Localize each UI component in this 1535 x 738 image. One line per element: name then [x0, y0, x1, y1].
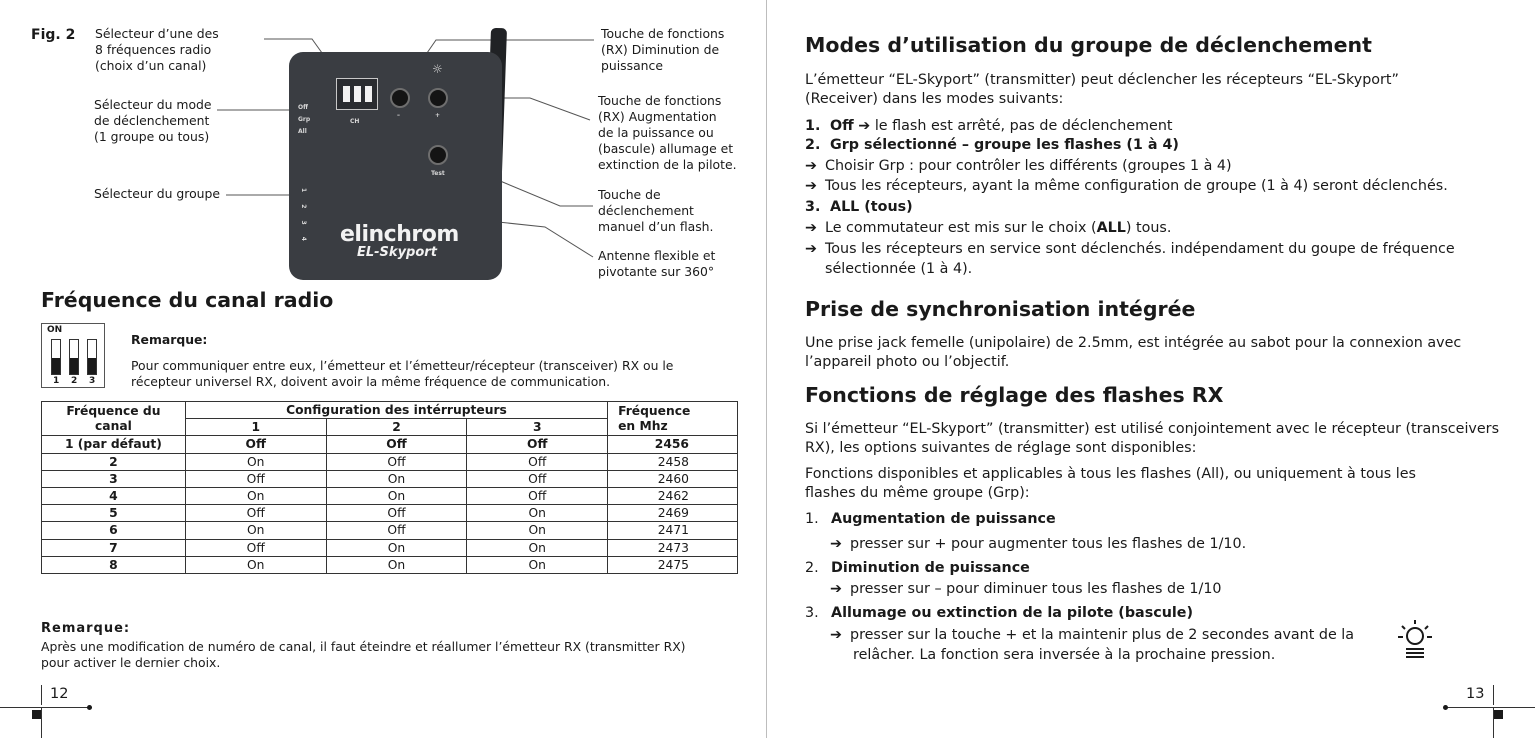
device-minus-label: –: [397, 112, 400, 119]
device-ch-label: CH: [350, 118, 360, 125]
mode-sub-2: ➔ Tous les récepteurs, ayant la même configuration de groupe (1 à 4) seront déclenchés.: [805, 178, 1448, 194]
function-item-3-text-cont: relâcher. La fonction sera inversée à la prochaine pression.: [853, 647, 1276, 663]
crop-mark-v: [41, 707, 42, 738]
remark1-text: Pour communiquer entre eux, l’émetteur et l’émetteur/récepteur (transceiver) RX ou le récepteur universel RX, doivent avoir la même fréquence de communication.: [131, 358, 674, 389]
section-title-rx: Fonctions de réglage des flashes RX: [805, 383, 1224, 407]
device-off-label: Off: [298, 104, 308, 111]
mode-item-off: 1. Off ➔ le flash est arrêté, pas de déclenchement: [805, 118, 1173, 134]
table-row: 8 On On On 2475: [42, 556, 738, 573]
sync-text: Une prise jack femelle (unipolaire) de 2.5mm, est intégrée au sabot pour la connexion avec l’appareil photo ou l’objectif.: [805, 335, 1462, 370]
table-row: 5 Off Off On 2469: [42, 505, 738, 522]
arrow-icon: ➔: [805, 178, 817, 194]
page-number-right: 13: [1466, 686, 1485, 702]
callout-mode-selector: Sélecteur du mode de déclenchement (1 groupe ou tous): [94, 97, 212, 144]
callout-antenna: Antenne flexible et pivotante sur 360°: [598, 248, 716, 279]
function-item-3: 3. Allumage ou extinction de la pilote (bascule): [805, 605, 1194, 621]
header-switch-2: 2: [326, 419, 467, 436]
remark1-title: Remarque:: [131, 332, 208, 347]
section-title-frequency: Fréquence du canal radio: [41, 288, 334, 312]
header-frequency: Fréquence en Mhz: [608, 402, 738, 436]
dip-switch-icon: ON 1 2 3: [41, 323, 105, 388]
section-title-modes: Modes d’utilisation du groupe de déclenchement: [805, 33, 1372, 57]
remark2-title: Remarque:: [41, 621, 131, 636]
arrow-icon: ➔: [830, 627, 842, 643]
mode-sub-4: ➔ Tous les récepteurs en service sont déclenchés. indépendament du goupe de fréquence: [805, 241, 1455, 257]
crop-square: [1494, 710, 1503, 719]
intro-text: L’émetteur “EL-Skyport” (transmitter) peut déclencher les récepteurs “EL-Skyport” (Receiver) dans les modes suivants:: [805, 72, 1399, 107]
plus-button: [428, 88, 448, 108]
frequency-table: [41, 401, 738, 574]
table-row: 1 (par défaut) Off Off Off 2456: [42, 436, 738, 453]
table-row: 2 On Off Off 2458: [42, 453, 738, 470]
header-switch-1: 1: [185, 419, 326, 436]
section-title-sync: Prise de synchronisation intégrée: [805, 297, 1196, 321]
function-item-1-text: ➔ presser sur + pour augmenter tous les flashes de 1/10.: [830, 536, 1247, 552]
crop-dot: [1443, 705, 1448, 710]
table-row: 3 Off On Off 2460: [42, 470, 738, 487]
device-dip-switch: [336, 78, 378, 110]
header-config: Configuration des intérrupteurs: [185, 402, 607, 419]
test-button: [428, 145, 448, 165]
callout-func-minus: Touche de fonctions (RX) Diminution de puissance: [601, 26, 725, 73]
callout-freq-selector: Sélecteur d’une des 8 fréquences radio (choix d’un canal): [95, 26, 219, 73]
crop-dot: [87, 705, 92, 710]
table-row: 4 On On Off 2462: [42, 487, 738, 504]
device-group-labels: 1 2 3 4: [300, 188, 307, 246]
pilot-lamp-icon: [1396, 618, 1434, 664]
device-all-label: All: [298, 128, 307, 135]
function-item-2-text: ➔ presser sur – pour diminuer tous les flashes de 1/10: [830, 581, 1222, 597]
function-item-1: 1. Augmentation de puissance: [805, 511, 1056, 527]
arrow-icon: ➔: [805, 220, 817, 236]
rx-text-1: Si l’émetteur “EL-Skyport” (transmitter) est utilisé conjointement avec le récepteur (transceivers RX), les options suivantes de réglage sont disponibles:: [805, 421, 1500, 456]
page-number-left: 12: [50, 686, 69, 702]
table-row: 7 Off On On 2473: [42, 539, 738, 556]
rx-text-2: Fonctions disponibles et applicables à tous les flashes (All), ou uniquement à tous les flashes du même groupe (Grp):: [805, 466, 1416, 501]
arrow-icon: ➔: [858, 118, 871, 134]
arrow-icon: ➔: [830, 581, 842, 597]
device-model: EL-Skyport: [357, 245, 437, 260]
mode-sub-3: ➔ Le commutateur est mis sur le choix (ALL) tous.: [805, 220, 1172, 236]
crop-mark: [0, 707, 92, 708]
device-test-label: Test: [431, 170, 445, 177]
mode-sub-4-cont: sélectionnée (1 à 4).: [825, 261, 973, 277]
bulb-icon: ☼: [432, 62, 443, 76]
device-brand: elinchrom: [340, 222, 459, 247]
device-grp-label: Grp: [298, 116, 311, 123]
device-plus-label: +: [435, 112, 441, 119]
callout-func-plus: Touche de fonctions (RX) Augmentation de la puissance ou (bascule) allumage et extinction de la pilote.: [598, 93, 737, 172]
arrow-icon: ➔: [805, 158, 817, 174]
arrow-icon: ➔: [805, 241, 817, 257]
mode-sub-1: ➔ Choisir Grp : pour contrôler les différents (groupes 1 à 4): [805, 158, 1232, 174]
minus-button: [390, 88, 410, 108]
mode-item-grp: 2. Grp sélectionné – groupe les flashes (1 à 4): [805, 137, 1179, 153]
function-item-2: 2. Diminution de puissance: [805, 560, 1030, 576]
table-row: 6 On Off On 2471: [42, 522, 738, 539]
function-item-3-text: ➔ presser sur la touche + et la maintenir plus de 2 secondes avant de la: [830, 627, 1355, 643]
crop-square: [32, 710, 41, 719]
callout-test-button: Touche de déclenchement manuel d’un flash.: [598, 187, 714, 234]
remark2-text: Après une modification de numéro de canal, il faut éteindre et réallumer l’émetteur RX (transmitter RX) pour activer le dernier choix.: [41, 639, 686, 670]
crop-mark-v: [1493, 707, 1494, 738]
callout-group-selector: Sélecteur du groupe: [94, 186, 220, 201]
header-switch-3: 3: [467, 419, 608, 436]
mode-item-all: 3. ALL (tous): [805, 199, 913, 215]
page-divider: [766, 0, 767, 738]
fig-label: Fig. 2: [31, 27, 76, 43]
arrow-icon: ➔: [830, 536, 842, 552]
page-marker-line: [41, 685, 42, 705]
header-channel: Fréquence du canal: [42, 402, 186, 436]
crop-mark: [1444, 707, 1535, 708]
page-marker-line: [1493, 685, 1494, 705]
